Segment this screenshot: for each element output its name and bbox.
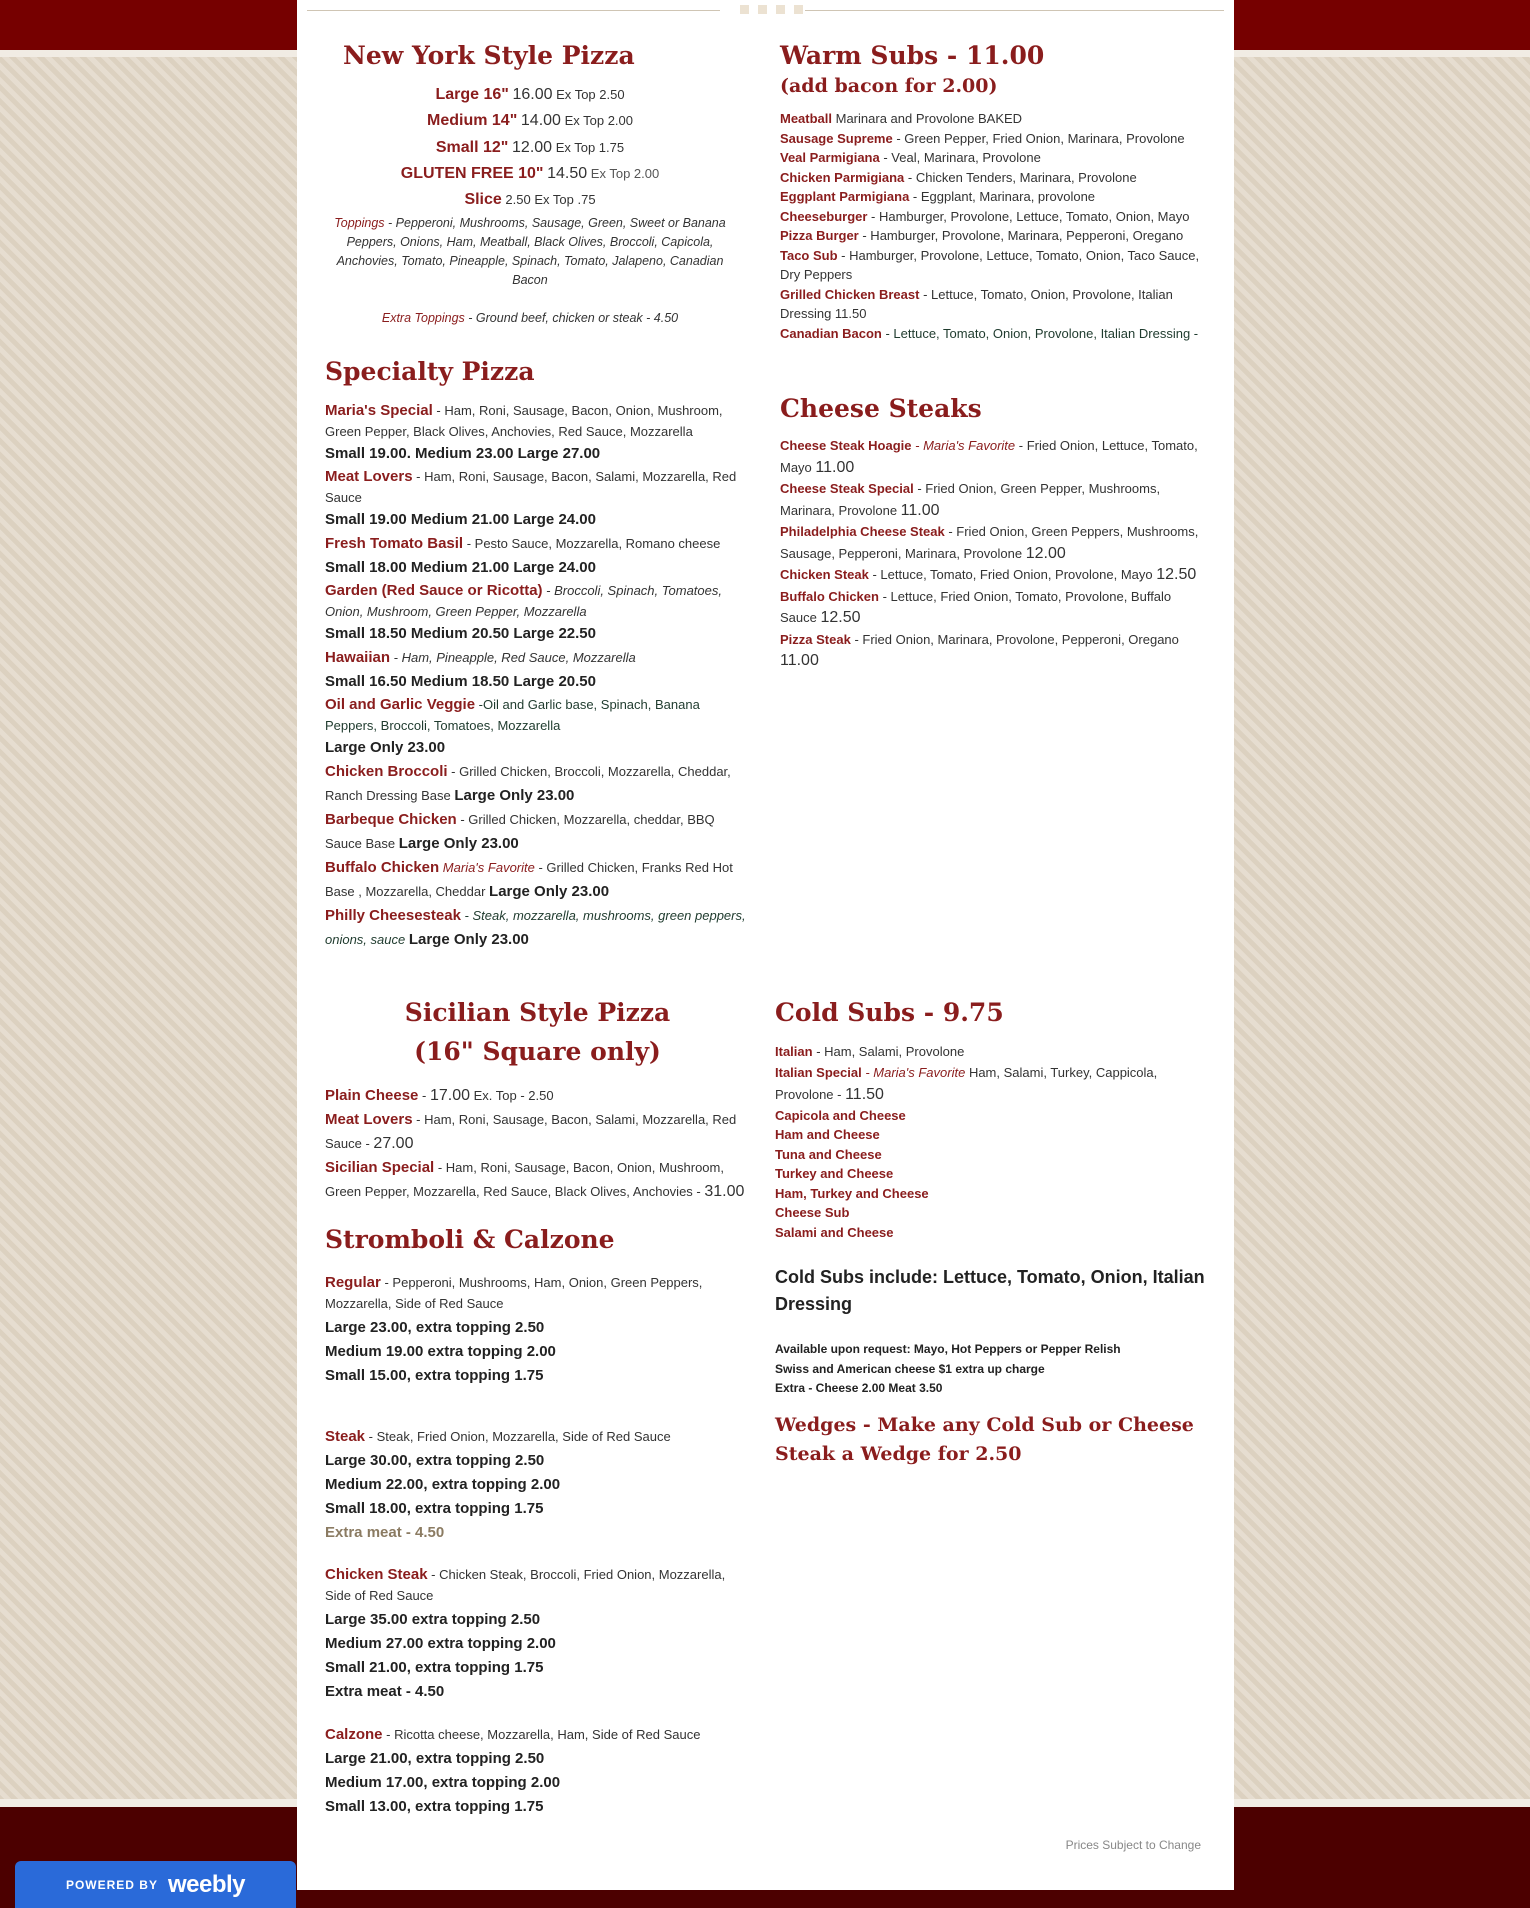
item-price: Small 15.00, extra topping 1.75	[325, 1367, 544, 1384]
stromboli-steak	[325, 1425, 750, 1545]
size-name: GLUTEN FREE 10"	[400, 165, 544, 182]
item-name: Meat Lovers	[325, 1111, 413, 1128]
sicilian-subtitle: (16" Square only)	[414, 1037, 661, 1066]
list-item	[780, 285, 1208, 324]
item-price: Medium 17.00, extra topping 2.00	[325, 1774, 561, 1791]
toppings-list: - Pepperoni, Mushrooms, Sausage, Green, Sweet or Banana Peppers, Onions, Ham, Meatball, Black Olives, Broccoli, Capicola, Anchovies, Tomato, Pineapple, Spinach, Tomato, Jalapeno, Canadian Bacon	[336, 216, 726, 287]
list-item	[780, 586, 1208, 629]
item-desc: - Pepperoni, Mushrooms, Ham, Onion, Green Peppers, Mozzarella, Side of Red Sauce	[325, 1275, 703, 1311]
stromboli-calzone	[325, 1723, 750, 1819]
cold-subs-include: Cold Subs include: Lettuce, Tomato, Onion, Italian Dressing	[775, 1267, 1205, 1314]
item-desc: - Fried Onion, Green Peppers, Mushrooms, Sausage, Pepperoni, Marinara, Provolone	[780, 524, 1199, 561]
item-desc: - Fried Onion, Marinara, Provolone, Pepperoni, Oregano	[850, 631, 1179, 647]
cheese-steaks-list	[780, 435, 1208, 672]
list-item	[325, 808, 750, 856]
note-line: Swiss and American cheese $1 extra up charge	[775, 1361, 1045, 1376]
item-name: Chicken Parmigiana	[780, 169, 905, 185]
item-desc: - Hamburger, Provolone, Lettuce, Tomato, Onion, Mayo	[867, 208, 1190, 224]
item-price: Large 23.00, extra topping 2.50	[325, 1319, 545, 1336]
item-name: Canadian Bacon	[780, 325, 882, 341]
size-extra: Ex Top 2.00	[564, 113, 633, 128]
item-name: Meat Lovers	[325, 468, 413, 485]
favorite-tag: - Maria's Favorite	[911, 438, 1016, 453]
note-line: Extra - Cheese 2.00 Meat 3.50	[775, 1381, 943, 1395]
item-extra: Extra meat - 4.50	[325, 1524, 445, 1541]
sicilian-title: Sicilian Style Pizza	[404, 998, 671, 1027]
item-desc: - Lettuce, Tomato, Onion, Provolone, Italian Dressing -	[881, 325, 1199, 341]
item-price: Large 35.00 extra topping 2.50	[325, 1611, 541, 1628]
weebly-logo: weebly	[167, 1870, 246, 1898]
item-price: 27.00	[373, 1135, 414, 1152]
item-desc: - Ham, Roni, Sausage, Bacon, Salami, Mozzarella, Red Sauce	[325, 469, 737, 505]
item-name: Chicken Broccoli	[325, 763, 448, 780]
item-price: 12.50	[1156, 566, 1197, 583]
list-item	[780, 187, 1208, 207]
item-desc: - Grilled Chicken, Franks Red Hot Base , Mozzarella, Cheddar	[325, 860, 733, 899]
item-price: Small 18.00 Medium 21.00 Large 24.00	[325, 559, 596, 576]
stromboli-title: Stromboli & Calzone	[325, 1225, 615, 1254]
list-item	[325, 400, 750, 442]
size-extra: Ex Top .75	[534, 192, 596, 207]
size-name: Small 12"	[435, 139, 509, 156]
item-desc: - Veal, Marinara, Provolone	[879, 150, 1041, 165]
extra-toppings-value: - Ground beef, chicken or steak - 4.50	[464, 311, 679, 325]
item-name: Eggplant Parmigiana	[780, 189, 910, 204]
list-item	[780, 207, 1208, 227]
size-extra: Ex Top 2.50	[556, 87, 625, 102]
list-item	[325, 1108, 750, 1156]
favorite-tag: Maria's Favorite	[439, 860, 535, 875]
item-extra: Ex. Top - 2.50	[470, 1088, 554, 1103]
list-item: Ham, Turkey and Cheese	[775, 1185, 929, 1201]
item-name: Cheese Steak Hoagie	[780, 438, 912, 453]
item-name: Maria's Special	[325, 402, 433, 419]
size-price: 2.50	[505, 192, 531, 207]
item-desc: -Oil and Garlic base, Spinach, Banana Peppers, Broccoli, Tomatoes, Mozzarella	[325, 697, 700, 733]
item-price: Medium 19.00 extra topping 2.00	[325, 1343, 556, 1360]
item-desc: - Eggplant, Marinara, provolone	[909, 189, 1096, 204]
item-desc: - Lettuce, Tomato, Onion, Provolone, Italian Dressing 11.50	[780, 286, 1173, 321]
size-price: 16.00	[512, 86, 553, 103]
item-price: Small 19.00. Medium 23.00 Large 27.00	[325, 445, 601, 462]
size-price: 12.00	[512, 139, 553, 156]
list-item	[325, 646, 750, 670]
specialty-section	[325, 356, 750, 952]
item-price: Large 30.00, extra topping 2.50	[325, 1452, 545, 1469]
list-item	[780, 435, 1208, 478]
item-name: Chicken Steak	[780, 567, 869, 582]
item-desc: - Broccoli, Spinach, Tomatoes, Onion, Mushroom, Green Pepper, Mozzarella	[325, 583, 722, 619]
item-name: Cheese Steak Special	[780, 481, 914, 496]
item-name: Garden (Red Sauce or Ricotta)	[325, 582, 543, 599]
list-item	[780, 521, 1208, 564]
item-name: Sausage Supreme	[780, 130, 893, 146]
wedges-title: Wedges - Make any Cold Sub or Cheese Steak a Wedge for 2.50	[775, 1413, 1194, 1465]
cold-subs-notes	[775, 1340, 1205, 1399]
section-divider	[307, 10, 1224, 11]
cheese-steaks-section	[780, 393, 1208, 672]
item-price: Large Only 23.00	[398, 835, 519, 852]
list-item: Capicola and Cheese	[775, 1107, 906, 1123]
list-item: Ham and Cheese	[775, 1127, 880, 1142]
item-desc: Marinara and Provolone BAKED	[832, 111, 1023, 126]
item-name: Philadelphia Cheese Steak	[780, 524, 945, 539]
list-item: Tuna and Cheese	[775, 1146, 882, 1162]
size-price: 14.00	[520, 112, 561, 129]
item-desc: - Grilled Chicken, Broccoli, Mozzarella, Cheddar, Ranch Dressing Base	[325, 764, 731, 803]
size-name: Slice	[464, 191, 502, 208]
cold-subs-section	[775, 997, 1205, 1469]
cold-subs-title: Cold Subs - 9.75	[775, 998, 1004, 1027]
list-item	[780, 478, 1208, 521]
stromboli-section	[325, 1224, 750, 1819]
toppings-label: Toppings	[334, 216, 385, 230]
powered-by-weebly-badge[interactable]	[15, 1861, 296, 1908]
item-price: 17.00	[429, 1087, 470, 1104]
item-price: 12.00	[1025, 544, 1066, 562]
size-row	[325, 134, 735, 161]
warm-subs-subtitle: (add bacon for 2.00)	[780, 75, 998, 97]
list-item	[325, 1272, 750, 1314]
item-desc: - Pesto Sauce, Mozzarella, Romano cheese	[463, 536, 721, 551]
list-item	[780, 629, 1208, 672]
list-item	[780, 564, 1208, 586]
item-desc: - Steak, Fried Onion, Mozzarella, Side of Red Sauce	[365, 1429, 671, 1444]
item-name: Pizza Steak	[780, 631, 851, 647]
size-name: Large 16"	[435, 86, 509, 103]
item-price: Small 21.00, extra topping 1.75	[325, 1659, 544, 1676]
item-name: Grilled Chicken Breast	[780, 286, 920, 302]
item-price: Small 18.50 Medium 20.50 Large 22.50	[325, 625, 596, 642]
list-item	[325, 1564, 750, 1606]
item-name: Buffalo Chicken	[325, 859, 440, 876]
item-name: Philly Cheesesteak	[325, 907, 461, 924]
list-item	[325, 904, 750, 952]
list-item	[775, 1042, 1205, 1062]
item-name: Meatball	[780, 111, 833, 126]
item-desc: - Ham, Salami, Provolone	[812, 1044, 965, 1059]
size-name: Medium 14"	[427, 112, 518, 129]
item-price: 12.50	[820, 609, 861, 626]
powered-by-label: POWERED BY	[65, 1877, 158, 1892]
item-price: 31.00	[704, 1183, 745, 1200]
item-desc: - Lettuce, Tomato, Fried Onion, Provolone, Mayo	[868, 567, 1157, 582]
item-price: Large Only 23.00	[325, 739, 446, 756]
item-price: Large 21.00, extra topping 2.50	[325, 1750, 545, 1767]
item-desc: - Fried Onion, Lettuce, Tomato, Mayo	[780, 438, 1198, 475]
size-row	[325, 82, 735, 108]
sicilian-section	[325, 997, 750, 1204]
ny-pizza-title: New York Style Pizza	[343, 41, 635, 70]
list-item	[780, 148, 1208, 168]
ny-pizza-section	[325, 40, 735, 328]
item-name: Buffalo Chicken	[780, 588, 879, 604]
list-item	[325, 1425, 750, 1449]
item-desc: - Ricotta cheese, Mozzarella, Ham, Side of Red Sauce	[382, 1727, 701, 1742]
item-name: Calzone	[325, 1726, 383, 1743]
list-item	[780, 246, 1208, 285]
warm-subs-title: Warm Subs - 11.00	[780, 41, 1045, 70]
list-item	[325, 1723, 750, 1747]
prices-note: Prices Subject to Change	[1065, 1838, 1201, 1852]
item-price: Small 13.00, extra topping 1.75	[325, 1798, 544, 1815]
cold-subs-list	[775, 1042, 1205, 1242]
list-item: Salami and Cheese	[775, 1224, 894, 1240]
cheese-steaks-title: Cheese Steaks	[780, 394, 982, 423]
item-price: 11.00	[780, 652, 819, 669]
item-desc: - Grilled Chicken, Mozzarella, cheddar, BBQ Sauce Base	[325, 812, 715, 851]
item-price: 11.00	[900, 501, 940, 519]
item-price: Small 19.00 Medium 21.00 Large 24.00	[325, 511, 596, 528]
specialty-title: Specialty Pizza	[325, 357, 535, 386]
item-name: Chicken Steak	[325, 1566, 428, 1583]
item-name: Plain Cheese	[325, 1087, 419, 1104]
item-desc: - Chicken Tenders, Marinara, Provolone	[904, 169, 1137, 185]
size-row	[325, 108, 735, 134]
item-name: Regular	[325, 1274, 381, 1291]
ny-pizza-sizes	[325, 82, 735, 328]
item-price: 11.50	[845, 1085, 884, 1103]
item-desc: - Hamburger, Provolone, Marinara, Pepperoni, Oregano	[858, 228, 1184, 243]
list-item: Cheese Sub	[775, 1205, 850, 1220]
item-desc: - Steak, mozzarella, mushrooms, green peppers, onions, sauce	[325, 908, 746, 947]
toppings-text	[325, 214, 735, 290]
sicilian-list	[325, 1084, 750, 1204]
size-extra: Ex Top 2.00	[590, 166, 660, 181]
item-name: Pizza Burger	[780, 228, 859, 243]
item-name: Taco Sub	[780, 247, 838, 263]
item-desc: - Lettuce, Fried Onion, Tomato, Provolone, Buffalo Sauce	[780, 588, 1172, 625]
list-item: Turkey and Cheese	[775, 1166, 894, 1181]
list-item	[780, 109, 1208, 129]
item-price: Small 16.50 Medium 18.50 Large 20.50	[325, 673, 596, 690]
item-name: Italian	[775, 1044, 813, 1059]
item-desc: - Ham, Roni, Sausage, Bacon, Onion, Mushroom, Green Pepper, Black Olives, Anchovies, Red Sauce, Mozzarella	[325, 403, 723, 439]
list-item	[325, 1084, 750, 1108]
item-desc: - Chicken Steak, Broccoli, Fried Onion, Mozzarella, Side of Red Sauce	[325, 1567, 726, 1603]
item-desc: - Fried Onion, Green Pepper, Mushrooms, Marinara, Provolone	[780, 481, 1161, 518]
menu-content	[297, 0, 1234, 1890]
item-desc: - Green Pepper, Fried Onion, Marinara, Provolone	[892, 130, 1185, 146]
item-price: Large Only 23.00	[454, 787, 575, 804]
list-item	[325, 856, 750, 904]
item-name: Hawaiian	[325, 649, 391, 666]
list-item	[780, 129, 1208, 149]
item-name: Barbeque Chicken	[325, 811, 457, 828]
item-price: 11.00	[815, 458, 855, 476]
list-item	[780, 168, 1208, 188]
list-item	[780, 324, 1208, 344]
size-row	[325, 161, 735, 187]
item-desc: - Hamburger, Provolone, Lettuce, Tomato, Onion, Taco Sauce, Dry Peppers	[780, 247, 1200, 282]
item-desc: - Ham, Roni, Sausage, Bacon, Onion, Mushroom, Green Pepper, Mozzarella, Red Sauce, Black Olives, Anchovies -	[325, 1160, 724, 1199]
size-row	[325, 187, 735, 213]
size-extra: Ex Top 1.75	[555, 140, 625, 155]
list-item	[325, 580, 750, 622]
stromboli-regular	[325, 1272, 750, 1388]
note-line: Available upon request: Mayo, Hot Peppers or Pepper Relish	[775, 1342, 1121, 1356]
stromboli-chicken	[325, 1564, 750, 1704]
list-item	[325, 1156, 750, 1204]
item-name: Veal Parmigiana	[780, 150, 880, 165]
extra-toppings-text	[325, 309, 735, 328]
list-item	[775, 1062, 1205, 1106]
item-price: Extra meat - 4.50	[325, 1683, 445, 1700]
item-desc: -	[418, 1088, 430, 1103]
extra-toppings-label: Extra Toppings	[381, 311, 465, 325]
item-price: Small 18.00, extra topping 1.75	[325, 1500, 544, 1517]
favorite-tag: - Maria's Favorite	[861, 1064, 966, 1080]
item-name: Steak	[325, 1428, 366, 1445]
item-price: Large Only 23.00	[489, 883, 610, 900]
list-item	[325, 694, 750, 736]
item-price: Medium 27.00 extra topping 2.00	[325, 1635, 556, 1652]
item-name: Sicilian Special	[325, 1159, 435, 1176]
warm-subs-list	[780, 109, 1208, 343]
list-item	[325, 760, 750, 808]
list-item	[325, 532, 750, 556]
item-name: Oil and Garlic Veggie	[325, 696, 476, 713]
list-item	[780, 226, 1208, 246]
specialty-list	[325, 400, 750, 952]
item-desc: - Ham, Pineapple, Red Sauce, Mozzarella	[390, 650, 636, 665]
item-desc: - Ham, Roni, Sausage, Bacon, Salami, Mozzarella, Red Sauce -	[325, 1112, 737, 1151]
list-item	[325, 466, 750, 508]
item-name: Fresh Tomato Basil	[325, 535, 464, 552]
item-name: Cheeseburger	[780, 208, 868, 224]
size-price: 14.50	[547, 165, 588, 182]
item-desc: Ham, Salami, Turkey, Cappicola, Provolone -	[775, 1064, 1158, 1102]
item-price: Large Only 23.00	[408, 931, 529, 948]
item-price: Medium 22.00, extra topping 2.00	[325, 1476, 561, 1493]
warm-subs-section	[780, 40, 1208, 343]
item-name: Italian Special	[775, 1064, 862, 1080]
